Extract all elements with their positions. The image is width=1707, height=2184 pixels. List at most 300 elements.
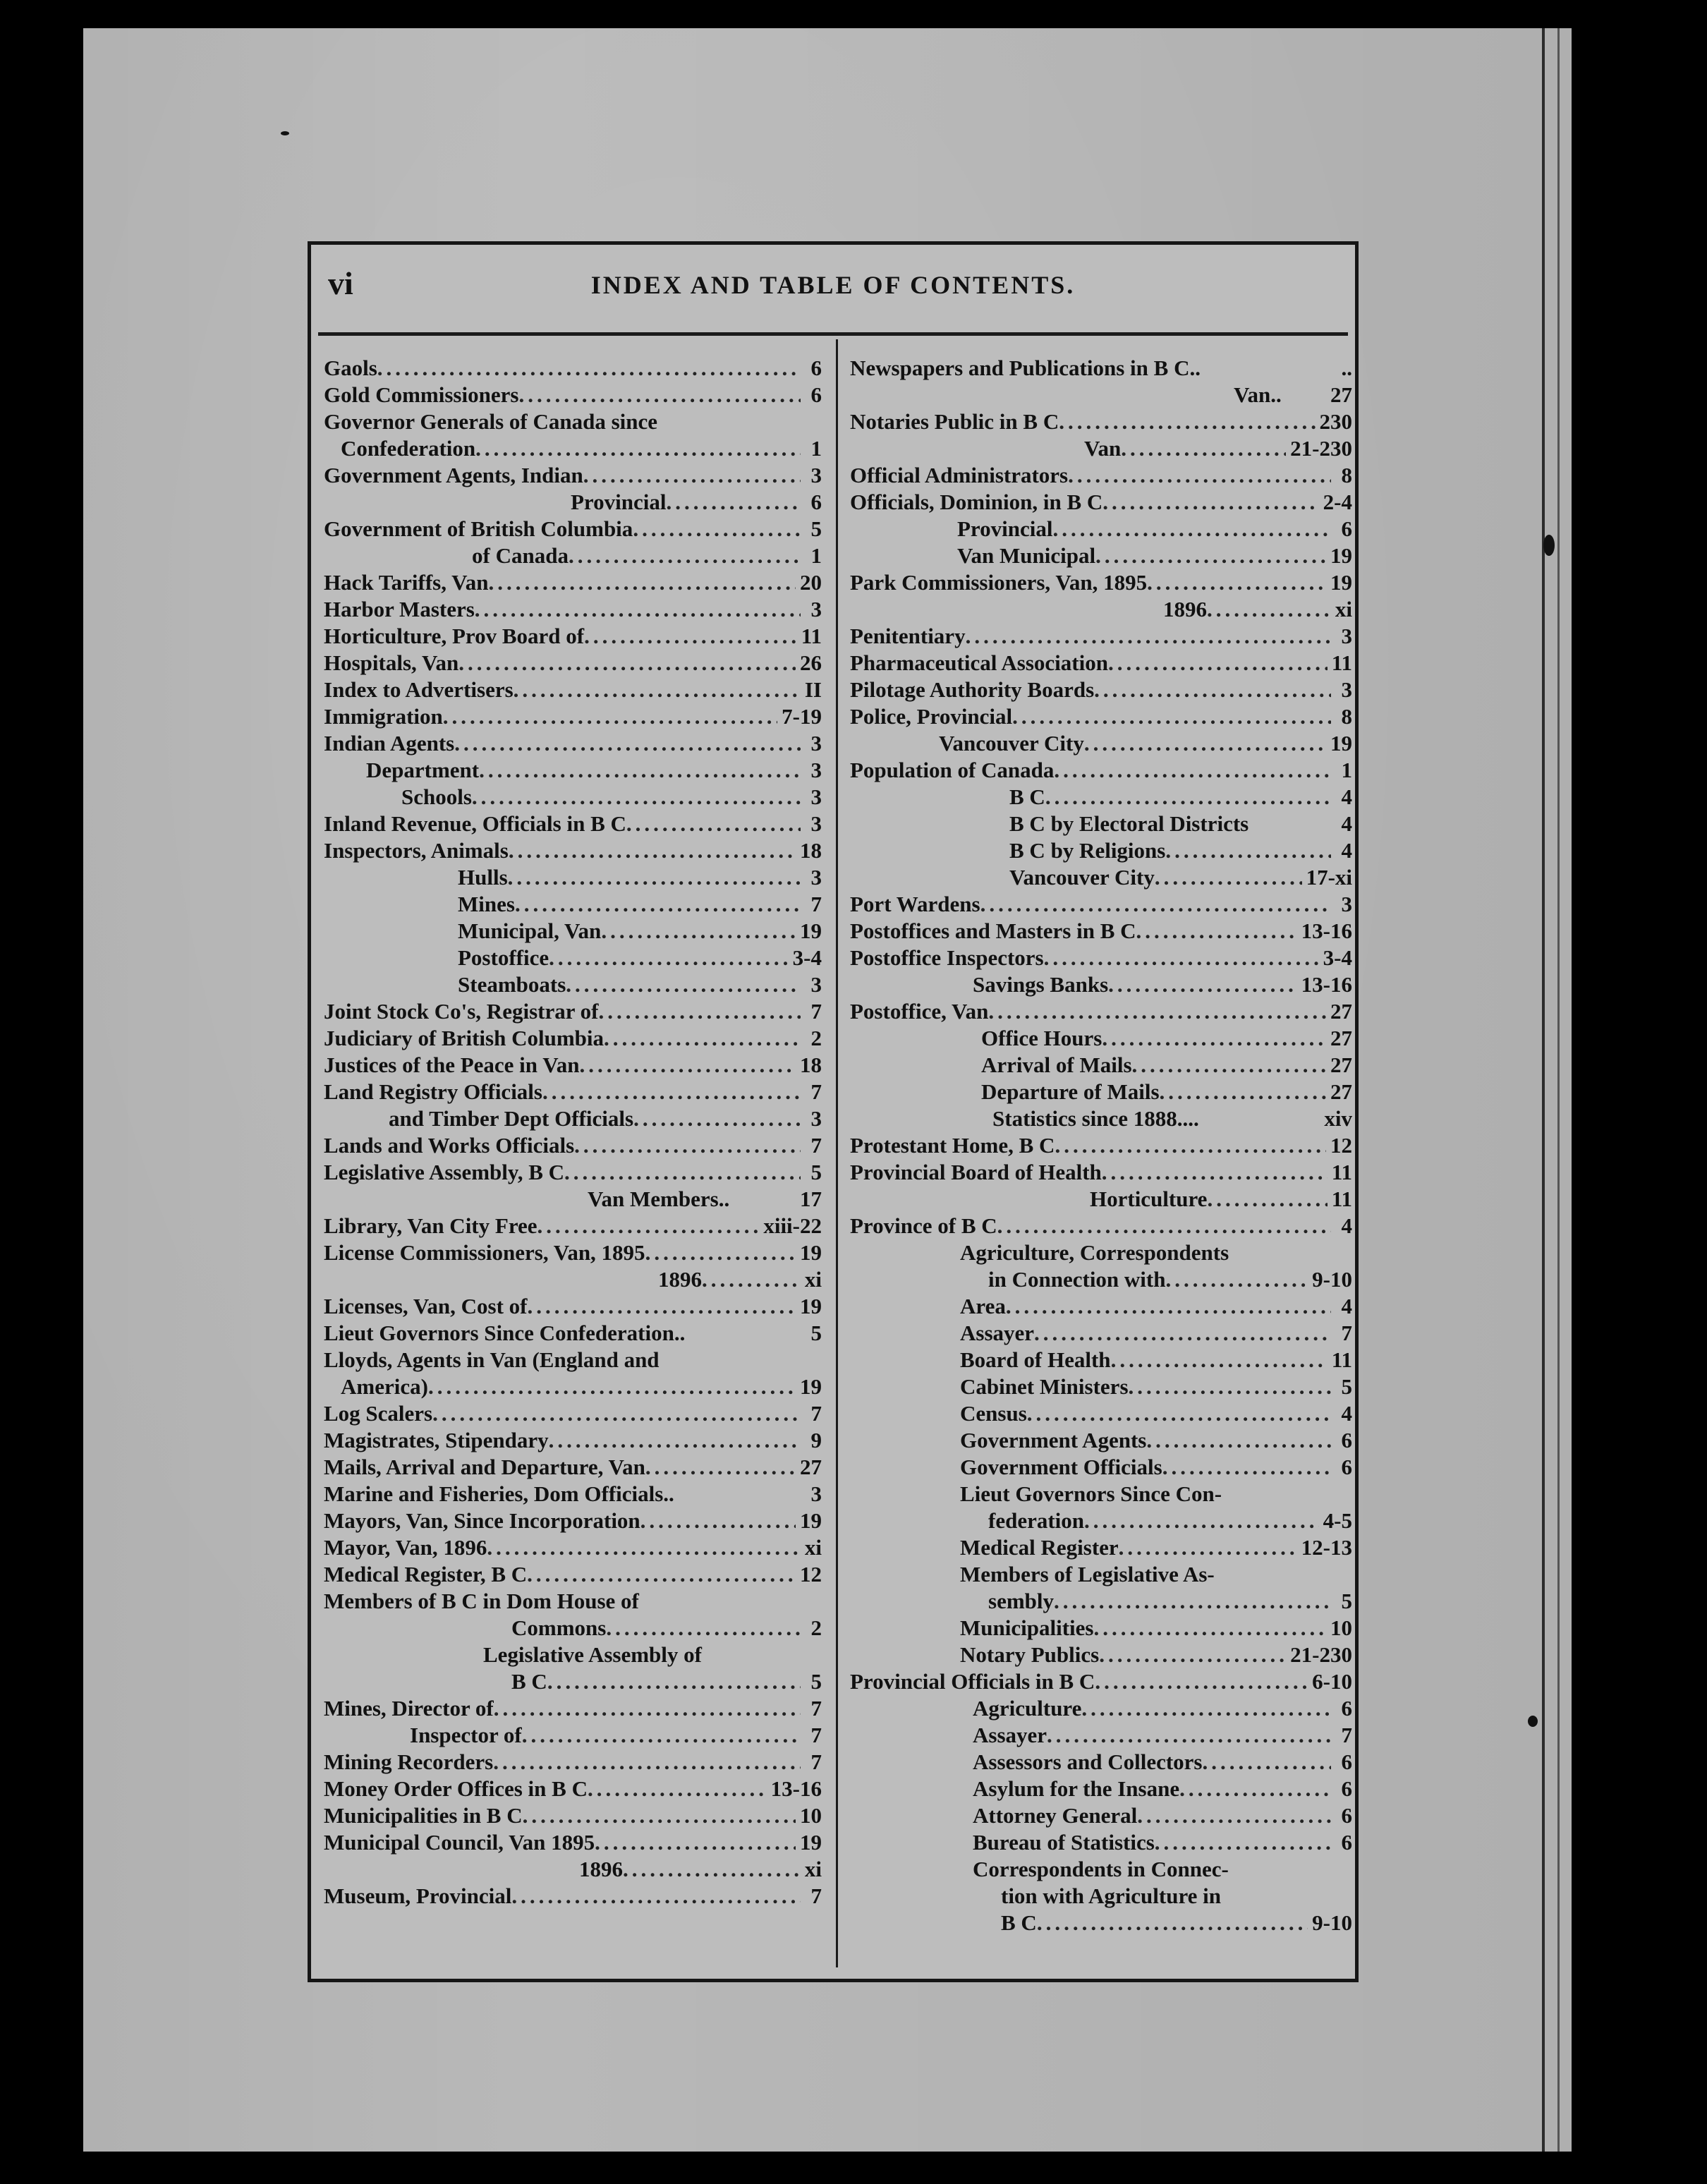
page-title: INDEX AND TABLE OF CONTENTS. (590, 271, 1076, 299)
dot-leader (574, 1132, 801, 1159)
index-entry-page: 6-10 (1312, 1669, 1352, 1694)
page-number-folio: vi (328, 265, 353, 301)
index-entry (850, 542, 1352, 569)
index-entry-title: Arrival of Mails (981, 1052, 1132, 1077)
index-entry-page: 13-16 (1301, 918, 1352, 943)
index-entry-title: Notaries Public in B C (850, 409, 1059, 434)
dot-leader (1102, 1025, 1326, 1052)
index-entry-title: Legislative Assembly of (483, 1642, 702, 1667)
index-entry (850, 1588, 1352, 1615)
index-entry-page: 3 (810, 1481, 822, 1506)
dot-leader (1111, 1347, 1328, 1373)
dot-leader (645, 1454, 796, 1481)
index-entry-title: Police, Provincial (850, 704, 1013, 729)
index-entry-title: Immigration (324, 704, 443, 729)
index-entry-title: Government Agents (960, 1428, 1147, 1452)
index-entry (324, 1266, 822, 1293)
dot-leader (584, 623, 797, 650)
index-entry-title: Legislative Assembly, B C (324, 1160, 565, 1184)
dot-leader (549, 1427, 801, 1454)
index-entry-title: Mayor, Van, 1896 (324, 1535, 487, 1560)
dot-leader (1132, 1052, 1326, 1079)
index-entry-page: 8 (1341, 463, 1352, 487)
index-entry-page: 1 (810, 436, 822, 461)
index-entry-title: Van (1084, 436, 1122, 461)
index-entry-page: 7-19 (782, 704, 822, 729)
index-entry-title: Board of Health (960, 1347, 1111, 1372)
index-entry (850, 1105, 1352, 1132)
index-entry-title: tion with Agriculture in (1001, 1883, 1222, 1908)
index-entry-page: 6 (1341, 516, 1352, 541)
index-entry-page: 11 (1331, 1347, 1352, 1372)
index-entry-title: Inland Revenue, Officials in B C (324, 811, 626, 836)
index-entry-title: Mails, Arrival and Departure, Van (324, 1455, 645, 1479)
index-entry (324, 1642, 822, 1668)
dot-leader (509, 837, 796, 864)
index-entry-title: of Canada (472, 543, 569, 568)
dot-leader (1102, 489, 1318, 516)
index-entry-page: 3 (810, 463, 822, 487)
index-entry-title: Cabinet Ministers (960, 1374, 1129, 1399)
index-entry-page: 8 (1341, 704, 1352, 729)
dot-leader (588, 1776, 767, 1802)
index-entry-title: Harbor Masters (324, 597, 475, 621)
index-entry (324, 1534, 822, 1561)
dot-leader (980, 891, 1331, 918)
index-entry-page: 7 (810, 1133, 822, 1158)
dot-leader (580, 1052, 796, 1079)
index-entry-page: xi (804, 1267, 822, 1292)
index-entry-title: Officials, Dominion, in B C (850, 490, 1103, 514)
index-entry-title: Indian Agents (324, 731, 455, 756)
index-entry-page: 5 (810, 1321, 822, 1345)
index-entry-page: 2 (810, 1026, 822, 1050)
index-entry-title: 1896 (658, 1267, 702, 1292)
dot-leader (1207, 1186, 1327, 1213)
index-entry-page: 3 (810, 731, 822, 756)
index-entry-page: 18 (800, 838, 822, 863)
index-entry (850, 1776, 1352, 1802)
index-entry-title: Members of B C in Dom House of (324, 1589, 639, 1613)
index-entry-title: License Commissioners, Van, 1895 (324, 1240, 645, 1265)
index-entry-page: 5 (810, 516, 822, 541)
index-entry-title: Savings Banks (973, 972, 1109, 997)
index-entry-title: Licenses, Van, Cost of (324, 1294, 528, 1318)
index-entry (324, 1079, 822, 1105)
index-entry-title: Province of B C (850, 1213, 997, 1238)
index-entry (324, 1373, 822, 1400)
index-entry (850, 757, 1352, 784)
index-entry-title: Van.. (1234, 382, 1282, 407)
dot-leader (1059, 408, 1315, 435)
index-entry-title: Gaols (324, 356, 377, 380)
index-entry (850, 1722, 1352, 1749)
index-entry-title: B C (1001, 1910, 1037, 1935)
dot-leader (494, 1695, 801, 1722)
dot-leader (458, 650, 796, 677)
index-entry-title: Provincial (571, 490, 667, 514)
dot-leader (1155, 864, 1302, 891)
index-entry-title: Provincial (957, 516, 1053, 541)
header-rule (318, 332, 1348, 336)
dot-leader (606, 1615, 801, 1642)
dot-leader (1055, 1132, 1326, 1159)
dot-leader (1052, 516, 1331, 542)
index-entry (850, 1668, 1352, 1695)
index-entry (850, 784, 1352, 811)
index-entry (850, 864, 1352, 891)
index-entry (324, 569, 822, 596)
index-entry-page: 7 (810, 1696, 822, 1721)
index-entry-page: 27 (1330, 1079, 1352, 1104)
index-entry-title: Departure of Mails (981, 1079, 1160, 1104)
index-entry-page: 27 (1330, 1026, 1352, 1050)
index-entry-title: Agriculture (973, 1696, 1082, 1721)
index-entry-page: 3-4 (792, 945, 822, 970)
index-entry-page: 7 (810, 1401, 822, 1426)
index-entry-title: Van Municipal (957, 543, 1096, 568)
index-entry-page: 6 (1341, 1776, 1352, 1801)
page-spine-line-inner (1557, 28, 1560, 2152)
index-entry (324, 1481, 822, 1507)
index-entry-title: Mining Recorders (324, 1749, 494, 1774)
dot-leader (645, 1239, 796, 1266)
index-entry-page: 4 (1341, 838, 1352, 863)
dot-leader (1068, 462, 1331, 489)
index-entry (324, 998, 822, 1025)
dot-leader (1034, 1320, 1331, 1347)
index-entry-title: Lieut Governors Since Confederation.. (324, 1321, 686, 1345)
dot-leader (1012, 703, 1331, 730)
index-entry-page: 4 (1341, 784, 1352, 809)
column-divider (836, 339, 838, 1967)
index-entry-page: 12-13 (1301, 1535, 1352, 1560)
index-entry-title: Lloyds, Agents in Van (England and (324, 1347, 660, 1372)
index-entry-title: Postoffices and Masters in B C (850, 918, 1136, 943)
index-entry-title: Van Members.. (588, 1187, 730, 1211)
index-entry (850, 918, 1352, 945)
index-entry-title: Municipalities in B C (324, 1803, 523, 1828)
index-entry-title: America) (341, 1374, 428, 1399)
dot-leader (1179, 1776, 1331, 1802)
dot-leader (966, 623, 1331, 650)
index-entry-page: 19 (800, 1508, 822, 1533)
index-entry-title: Log Scalers (324, 1401, 433, 1426)
index-entry-title: Lands and Works Officials (324, 1133, 575, 1158)
index-entry (324, 1400, 822, 1427)
index-entry-page: 20 (800, 570, 822, 595)
index-entry-page: 9-10 (1312, 1910, 1352, 1935)
index-entry (324, 516, 822, 542)
dot-leader (702, 1266, 801, 1293)
dot-leader (487, 1534, 800, 1561)
index-entry (324, 811, 822, 837)
index-entry-title: Mayors, Van, Since Incorporation (324, 1508, 640, 1533)
dot-leader (514, 677, 801, 703)
dot-leader (604, 1025, 801, 1052)
index-entry (324, 891, 822, 918)
dot-leader (633, 516, 801, 542)
index-entry-page: 19 (1330, 731, 1352, 756)
index-entry (850, 355, 1352, 382)
dot-leader (1006, 1293, 1331, 1320)
index-entry-title: Assessors and Collectors (973, 1749, 1203, 1774)
index-entry-page: 6 (1341, 1803, 1352, 1828)
index-entry-page: 3 (810, 758, 822, 782)
index-entry-title: Census (960, 1401, 1027, 1426)
index-entry-title: Municipal Council, Van 1895 (324, 1830, 595, 1855)
index-entry-page: 5 (1341, 1374, 1352, 1399)
index-entry-page: 7 (810, 1079, 822, 1104)
dot-leader (1129, 1373, 1331, 1400)
dot-leader (443, 703, 777, 730)
index-entry (850, 1802, 1352, 1829)
dot-leader (1207, 596, 1331, 623)
index-entry-page: 6 (1341, 1749, 1352, 1774)
dot-leader (1099, 1642, 1286, 1668)
index-entry-page: 12 (800, 1562, 822, 1587)
dot-leader (1047, 1722, 1331, 1749)
index-entry (850, 1052, 1352, 1079)
index-entry (850, 1293, 1352, 1320)
dot-leader (1054, 1588, 1331, 1615)
index-entry-page: xi (804, 1535, 822, 1560)
index-entry (850, 1239, 1352, 1266)
index-entry-page: 1 (810, 543, 822, 568)
index-entry-page: 2-4 (1323, 490, 1352, 514)
index-entry (324, 1668, 822, 1695)
index-entry-page: xi (804, 1857, 822, 1881)
index-entry (324, 408, 822, 435)
index-entry-title: Money Order Offices in B C (324, 1776, 588, 1801)
dot-leader (522, 1722, 801, 1749)
dot-leader (583, 462, 801, 489)
dot-leader (523, 1802, 796, 1829)
index-entry-title: Lieut Governors Since Con- (960, 1481, 1222, 1506)
index-entry (850, 1642, 1352, 1668)
index-entry-page: 6 (1341, 1428, 1352, 1452)
index-entry (850, 1400, 1352, 1427)
index-entry (850, 1615, 1352, 1642)
index-entry-page: 27 (1330, 999, 1352, 1024)
index-entry-title: B C by Religions (1009, 838, 1166, 863)
index-entry-title: Joint Stock Co's, Registrar of (324, 999, 599, 1024)
index-entry-page: 27 (1330, 382, 1352, 407)
dot-leader (633, 1105, 801, 1132)
index-entry-title: 1896 (1163, 597, 1207, 621)
index-entry (850, 408, 1352, 435)
dot-leader (1084, 730, 1326, 757)
dot-leader (1165, 837, 1331, 864)
index-entry (850, 971, 1352, 998)
index-entry (324, 1561, 822, 1588)
index-entry (850, 1883, 1352, 1910)
index-entry-page: 3-4 (1323, 945, 1352, 970)
index-entry-title: Port Wardens (850, 892, 980, 916)
index-entry-page: 3 (1341, 624, 1352, 648)
index-entry (324, 1132, 822, 1159)
dot-leader (542, 1079, 801, 1105)
index-entry-title: B C (1009, 784, 1045, 809)
dot-leader (518, 382, 801, 408)
index-entry-title: Inspector of (410, 1723, 522, 1747)
index-entry-title: Mines (458, 892, 515, 916)
dot-leader (1037, 1910, 1308, 1936)
index-entry (324, 677, 822, 703)
index-entry-page: 6 (1341, 1696, 1352, 1721)
index-entry (324, 1454, 822, 1481)
index-entry-title: Asylum for the Insane (973, 1776, 1180, 1801)
index-entry (324, 1776, 822, 1802)
index-entry-title: Government of British Columbia (324, 516, 633, 541)
index-entry-title: Office Hours (981, 1026, 1102, 1050)
index-entry-title: Provincial Officials in B C (850, 1669, 1095, 1694)
index-entry-page: 19 (1330, 543, 1352, 568)
index-entry-page: 21-230 (1290, 1642, 1352, 1667)
index-entry (324, 1829, 822, 1856)
index-entry-page: 19 (800, 1240, 822, 1265)
index-entry-page: 27 (1330, 1052, 1352, 1077)
dot-leader (515, 891, 801, 918)
dot-leader (1108, 971, 1297, 998)
index-entry-page: xiv (1324, 1106, 1352, 1131)
index-entry (850, 650, 1352, 677)
index-entry-title: Museum, Provincial (324, 1883, 512, 1908)
dot-leader (1044, 945, 1319, 971)
index-entry-page: 6 (810, 356, 822, 380)
dot-leader (1203, 1749, 1332, 1776)
index-entry (850, 435, 1352, 462)
dot-leader (595, 1829, 796, 1856)
dot-leader (488, 569, 796, 596)
dot-leader (508, 864, 801, 891)
dot-leader (1108, 650, 1328, 677)
dot-leader (1147, 569, 1326, 596)
index-entry (850, 1829, 1352, 1856)
index-entry (850, 516, 1352, 542)
index-entry-title: Marine and Fisheries, Dom Officials.. (324, 1481, 674, 1506)
index-entry-page: 4 (1341, 1213, 1352, 1238)
index-entry-title: Statistics since 1888.... (992, 1106, 1199, 1131)
index-entry (324, 1427, 822, 1454)
index-entry (850, 1534, 1352, 1561)
index-entry-page: 11 (1331, 1187, 1352, 1211)
index-page-frame (308, 241, 1359, 1982)
dot-leader (1027, 1400, 1331, 1427)
index-entry-title: Justices of the Peace in Van (324, 1052, 580, 1077)
index-entry-title: Provincial Board of Health (850, 1160, 1102, 1184)
index-entry (324, 542, 822, 569)
dot-leader (988, 998, 1326, 1025)
dot-leader (475, 435, 801, 462)
dot-leader (493, 1749, 801, 1776)
index-entry (850, 703, 1352, 730)
index-entry-page: 4 (1341, 1401, 1352, 1426)
index-entry (850, 1079, 1352, 1105)
index-entry (850, 945, 1352, 971)
dot-leader (472, 784, 801, 811)
index-entry (850, 1454, 1352, 1481)
dot-leader (1165, 1266, 1308, 1293)
dot-leader (1094, 677, 1331, 703)
index-entry (324, 1213, 822, 1239)
index-entry-title: Department (366, 758, 480, 782)
index-entry-page: 6 (1341, 1830, 1352, 1855)
index-entry (324, 435, 822, 462)
index-entry-page: 6 (1341, 1455, 1352, 1479)
index-entry (324, 462, 822, 489)
index-entry-title: Penitentiary (850, 624, 966, 648)
index-entry-page: 3 (810, 865, 822, 890)
index-entry (324, 623, 822, 650)
index-entry (324, 1507, 822, 1534)
dot-leader (626, 811, 801, 837)
index-entry (850, 1427, 1352, 1454)
index-entry-title: Members of Legislative As- (960, 1562, 1215, 1587)
index-entry-page: 3 (1341, 677, 1352, 702)
index-entry (850, 596, 1352, 623)
index-entry (850, 1910, 1352, 1936)
dot-leader (479, 757, 801, 784)
dot-leader (1155, 1829, 1331, 1856)
index-entry-page: 4 (1341, 1294, 1352, 1318)
index-entry (324, 971, 822, 998)
index-entry-page: 3 (810, 972, 822, 997)
dot-leader (1093, 1615, 1326, 1642)
index-entry-title: in Connection with (988, 1267, 1166, 1292)
index-entry (324, 945, 822, 971)
page-header (311, 265, 1355, 321)
index-entry (324, 1186, 822, 1213)
page-spine-line (1542, 28, 1545, 2152)
binding-mark (1528, 1716, 1538, 1727)
index-entry (850, 811, 1352, 837)
index-entry (850, 677, 1352, 703)
index-entry-title: Vancouver City (1009, 865, 1155, 890)
index-entry (324, 1856, 822, 1883)
index-entry-title: Horticulture (1090, 1187, 1208, 1211)
dot-leader (377, 355, 801, 382)
dot-leader (432, 1400, 801, 1427)
index-entry-page: 13-16 (1301, 972, 1352, 997)
dot-leader (1095, 542, 1326, 569)
index-entry (850, 1320, 1352, 1347)
index-entry (324, 757, 822, 784)
dot-leader (997, 1213, 1331, 1239)
index-entry (850, 1749, 1352, 1776)
index-entry (324, 1347, 822, 1373)
index-entry-page: 17 (800, 1187, 822, 1211)
index-entry-page: 230 (1319, 409, 1352, 434)
index-entry (324, 1883, 822, 1910)
index-entry-page: 5 (810, 1669, 822, 1694)
index-entry-page: .. (1341, 356, 1352, 380)
index-entry-page: 1 (1341, 758, 1352, 782)
index-entry-title: Steamboats (458, 972, 566, 997)
index-entry-page: 4-5 (1323, 1508, 1352, 1533)
index-entry-page: 17-xi (1306, 865, 1352, 890)
index-entry-title: Governor Generals of Canada since (324, 409, 658, 434)
index-entry-title: Pharmaceutical Association (850, 650, 1108, 675)
index-entry-page: 12 (1330, 1133, 1352, 1158)
index-entry-page: 9 (810, 1428, 822, 1452)
dot-leader (601, 918, 796, 945)
dot-leader (1102, 1159, 1328, 1186)
dot-leader (1137, 1802, 1331, 1829)
index-entry (324, 1695, 822, 1722)
index-entry-page: 19 (800, 918, 822, 943)
index-entry-title: 1896 (579, 1857, 623, 1881)
